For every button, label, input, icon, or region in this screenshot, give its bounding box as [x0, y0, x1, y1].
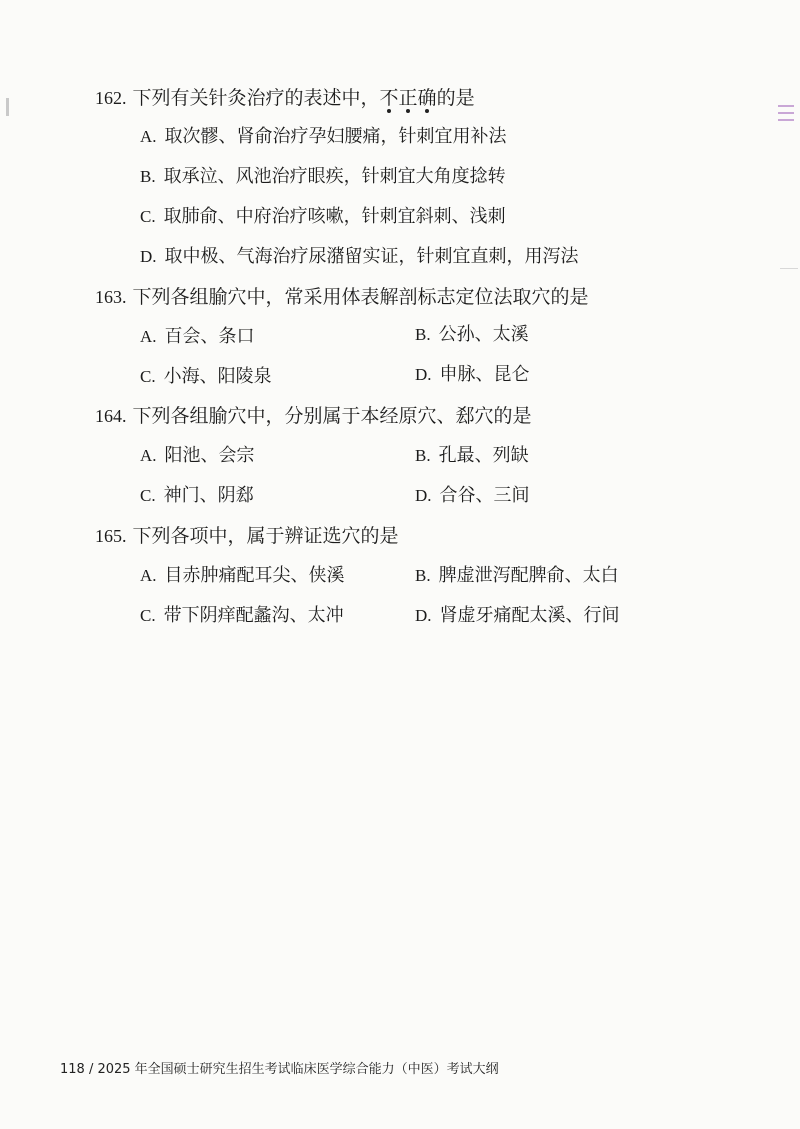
stem-text: 下列各组腧穴中，分别属于本经原穴、郄穴的是: [132, 405, 532, 427]
question-165-option-c: [140, 604, 344, 628]
option-letter: B.: [140, 167, 156, 186]
option-text: 取肺俞、中府治疗咳嗽，针刺宜斜刺、浅刺: [163, 206, 506, 227]
scan-side-line: [780, 268, 798, 269]
option-text: 神门、阴郄: [163, 485, 254, 506]
option-text: 百会、条口: [164, 326, 255, 347]
question-164-option-c: [140, 484, 254, 508]
option-text: 带下阴痒配蠡沟、太冲: [163, 605, 344, 626]
question-165-option-a: [140, 564, 345, 588]
option-letter: C.: [140, 367, 156, 386]
question-number: 165.: [95, 526, 127, 546]
option-text: 取次髎、肾俞治疗孕妇腰痛，针刺宜用补法: [164, 126, 507, 147]
question-162-stem: [95, 86, 475, 110]
question-number: 162.: [95, 88, 127, 108]
question-163-option-d: [415, 363, 530, 387]
option-text: 肾虚牙痛配太溪、行间: [439, 605, 620, 626]
question-165-option-b: [415, 564, 619, 588]
option-letter: D.: [415, 365, 432, 384]
option-letter: D.: [415, 606, 432, 625]
option-text: 目赤肿痛配耳尖、侠溪: [164, 565, 345, 586]
question-163-stem: [95, 285, 589, 309]
emphasis-char: 正: [399, 87, 418, 109]
question-162-option-a: [140, 125, 507, 149]
option-letter: B.: [415, 325, 431, 344]
question-number: 163.: [95, 287, 127, 307]
emphasis-dot: [425, 109, 429, 113]
page-footer: 118 / 2025 年全国硕士研究生招生考试临床医学综合能力（中医）考试大纲: [60, 1062, 499, 1077]
emphasis-dot: [387, 109, 391, 113]
stem-text-after: 的是: [436, 87, 475, 109]
emphasis-dot: [406, 109, 410, 113]
option-letter: C.: [140, 486, 156, 505]
option-letter: A.: [140, 446, 157, 465]
question-number: 164.: [95, 406, 127, 426]
question-164-option-a: [140, 444, 255, 468]
question-163-option-b: [415, 323, 529, 347]
option-text: 取中极、气海治疗尿潴留实证，针刺宜直刺，用泻法: [164, 246, 579, 267]
scan-edge-mark: [6, 98, 9, 116]
stem-text: 下列各组腧穴中，常采用体表解剖标志定位法取穴的是: [132, 286, 589, 308]
question-164-option-d: [415, 484, 530, 508]
option-text: 公孙、太溪: [438, 324, 529, 345]
question-165-option-d: [415, 604, 620, 628]
option-letter: A.: [140, 327, 157, 346]
option-text: 脾虚泄泻配脾俞、太白: [438, 565, 619, 586]
option-letter: B.: [415, 446, 431, 465]
option-text: 阳池、会宗: [164, 445, 255, 466]
emphasis-char: 确: [418, 87, 437, 109]
option-text: 合谷、三间: [439, 485, 530, 506]
question-162-option-d: [140, 245, 579, 269]
option-text: 孔最、列缺: [438, 445, 529, 466]
stem-text: 下列各项中，属于辨证选穴的是: [132, 525, 399, 547]
question-163-option-c: [140, 365, 272, 389]
question-162-option-c: [140, 205, 506, 229]
question-162-option-b: [140, 165, 506, 189]
page-tab-marks: [778, 105, 794, 129]
question-164-stem: [95, 404, 532, 428]
option-letter: C.: [140, 606, 156, 625]
option-letter: C.: [140, 207, 156, 226]
option-text: 取承泣、风池治疗眼疾，针刺宜大角度捻转: [163, 166, 506, 187]
question-163-option-a: [140, 325, 255, 349]
option-letter: D.: [140, 247, 157, 266]
option-letter: D.: [415, 486, 432, 505]
stem-text-before: 下列有关针灸治疗的表述中，: [132, 87, 380, 109]
option-text: 申脉、昆仑: [439, 364, 530, 385]
emphasis-char: 不: [380, 87, 399, 109]
option-letter: B.: [415, 566, 431, 585]
option-text: 小海、阳陵泉: [163, 366, 272, 387]
option-letter: A.: [140, 127, 157, 146]
question-165-stem: [95, 524, 399, 548]
option-letter: A.: [140, 566, 157, 585]
question-164-option-b: [415, 444, 529, 468]
